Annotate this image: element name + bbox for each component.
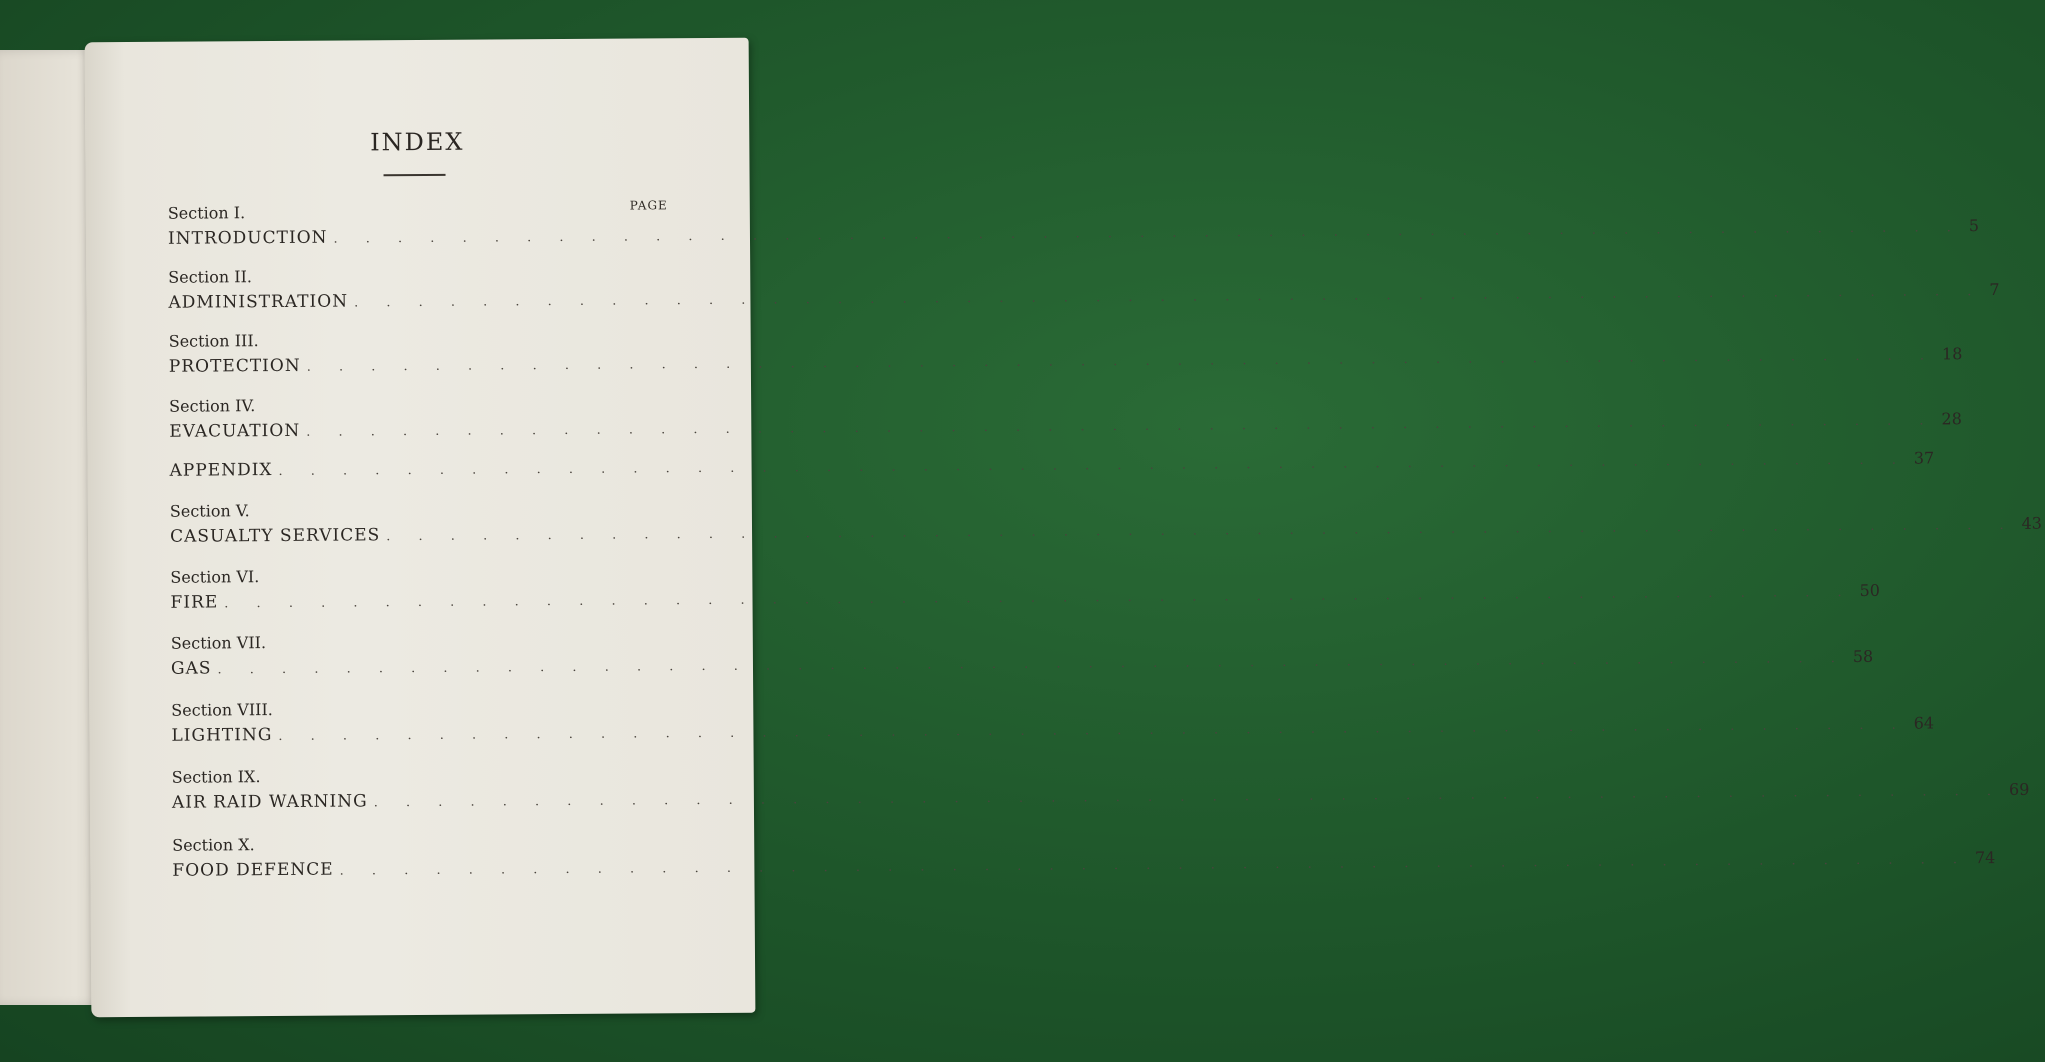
entry-name: EVACUATION <box>169 420 301 442</box>
entry-page-number: 43 <box>2021 513 2042 533</box>
section-label: Section VII. <box>170 633 267 653</box>
dot-leader: . . . . . . . . . . . . . . . . . . . . . . . . . . . . . . . . . . . . . . . . . . . . . . . . . . . <box>306 348 1937 375</box>
page-column-label: PAGE <box>629 198 668 213</box>
section-label: Section VIII. <box>171 700 273 720</box>
index-entry-administration <box>168 262 2000 315</box>
entry-page-number: 69 <box>2008 779 2030 799</box>
dot-leader: . . . . . . . . . . . . . . . . . . . . . . . . . . . . . . . . . . . . . . . . . . . . . . . . . . . <box>333 220 1963 247</box>
dot-leader: . . . . . . . . . . . . . . . . . . . . . . . . . . . . . . . . . . . . . . . . . . . . . . . . . . . <box>386 517 2016 545</box>
entry-page-number: 7 <box>1989 279 2000 300</box>
section-label: Section VI. <box>170 567 260 587</box>
page-title: INDEX <box>370 127 465 157</box>
section-label: Section II. <box>168 267 252 287</box>
index-entry-protection <box>168 326 1963 379</box>
dot-leader: . . . . . . . . . . . . . . . . . . . . . . . . . . . . . . . . . . . . . . . . . . . . . . . . . . . <box>306 413 1936 440</box>
entry-page-number: 37 <box>1913 448 1935 468</box>
entry-page-number: 18 <box>1941 344 1963 364</box>
dot-leader: . . . . . . . . . . . . . . . . . . . . . . . . . . . . . . . . . . . . . . . . . . . . . . . . . . . <box>373 783 2004 811</box>
entry-name: FOOD DEFENCE <box>172 859 334 881</box>
index-entry-appendix <box>169 448 1935 483</box>
section-label: Section IV. <box>169 396 256 416</box>
entry-page-number: 50 <box>1859 580 1881 600</box>
dot-leader: . . . . . . . . . . . . . . . . . . . . . . . . . . . . . . . . . . . . . . . . . . . . . . . . . . . <box>278 717 1908 744</box>
entry-name: AIR RAID WARNING <box>171 791 368 813</box>
section-label: Section III. <box>168 331 259 351</box>
entry-name: FIRE <box>170 592 219 613</box>
entry-page-number: 58 <box>1852 646 1874 666</box>
entry-page-number: 74 <box>1974 848 1996 868</box>
section-label: Section X. <box>172 835 255 855</box>
entry-page-number: 64 <box>1913 713 1935 733</box>
index-entry-fire <box>170 562 1881 615</box>
entry-name: LIGHTING <box>171 725 273 746</box>
index-entry-casualty-services <box>169 496 2042 549</box>
index-entry-introduction <box>167 198 1980 251</box>
index-entry-food-defence <box>172 830 1996 883</box>
entry-name: CASUALTY SERVICES <box>169 525 381 547</box>
entry-name: ADMINISTRATION <box>168 291 349 313</box>
index-page <box>85 38 2042 1018</box>
index-entry-evacuation <box>169 391 1962 444</box>
dot-leader: . . . . . . . . . . . . . . . . . . . . . . . . . . . . . . . . . . . . . . . . . . . . . . . . . . . <box>354 284 1984 311</box>
dot-leader: . . . . . . . . . . . . . . . . . . . . . . . . . . . . . . . . . . . . . . . . . . . . . . . . . . . <box>217 651 1847 678</box>
section-label: Section I. <box>167 203 246 223</box>
title-underline <box>384 174 446 176</box>
entry-name: APPENDIX <box>169 460 273 481</box>
section-label: Section V. <box>169 501 250 521</box>
index-entry-air-raid-warning <box>171 762 2030 815</box>
dot-leader: . . . . . . . . . . . . . . . . . . . . . . . . . . . . . . . . . . . . . . . . . . . . . . . . . . . <box>278 452 1908 479</box>
dot-leader: . . . . . . . . . . . . . . . . . . . . . . . . . . . . . . . . . . . . . . . . . . . . . . . . . . . <box>224 584 1854 612</box>
entry-name: GAS <box>170 658 212 679</box>
index-entry-gas <box>170 628 1874 681</box>
entry-page-number: 28 <box>1941 409 1962 429</box>
entry-page-number: 5 <box>1968 216 1980 236</box>
dot-leader: . . . . . . . . . . . . . . . . . . . . . . . . . . . . . . . . . . . . . . . . . . . . . . . . . . . <box>339 852 1970 879</box>
entry-name: PROTECTION <box>168 355 301 377</box>
index-entry-lighting <box>171 695 1935 748</box>
entry-name: INTRODUCTION <box>167 227 328 249</box>
section-label: Section IX. <box>171 767 261 787</box>
